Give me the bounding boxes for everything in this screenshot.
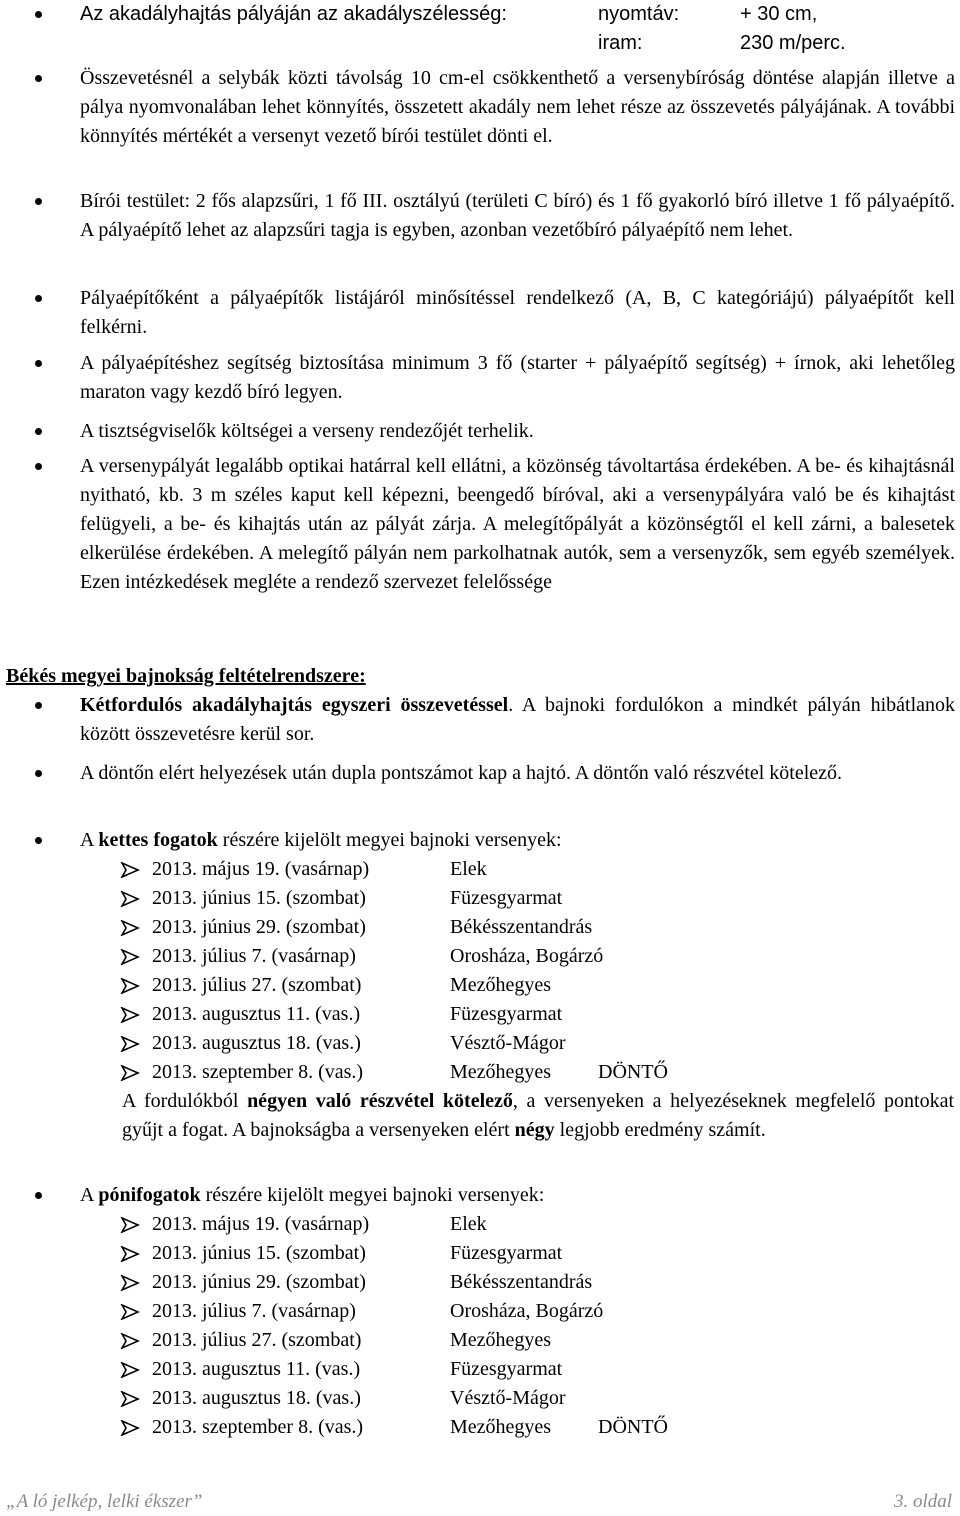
event-date: 2013. május 19. (vasárnap) bbox=[152, 858, 370, 880]
event-place: Elek bbox=[450, 1213, 487, 1235]
arrowhead-bullet-icon bbox=[120, 1304, 140, 1320]
two-rounds-bold: Kétfordulós akadályhajtás egyszeri összevetéssel bbox=[80, 694, 509, 716]
event-place: Orosháza, Bogárzó bbox=[450, 945, 604, 967]
key-pace: iram: bbox=[598, 32, 643, 54]
key-track: nyomtáv: bbox=[598, 3, 680, 25]
bullet-helpers: A pályaépítéshez segítség biztosítása minimum 3 fő (starter + pályaépítő segítség) + írnok, aki lehetőleg maraton vagy kezdő bíró legyen. bbox=[80, 349, 955, 407]
arrowhead-bullet-icon bbox=[120, 1007, 140, 1023]
pairs-intro-pre: A bbox=[80, 829, 99, 851]
event-place: Mezőhegyes bbox=[450, 1061, 552, 1083]
arrowhead-bullet-icon bbox=[120, 920, 140, 936]
event-date: 2013. augusztus 18. (vas.) bbox=[152, 1032, 361, 1054]
event-place: Orosháza, Bogárzó bbox=[450, 1300, 604, 1322]
event-date: 2013. június 29. (szombat) bbox=[152, 916, 366, 938]
bullet-jury: Bírói testület: 2 fős alapzsűri, 1 fő III. osztályú (területi C bíró) és 1 fő gyakorló bíró illetve 1 fő pályaépítő. A pályaépítő lehet az alapzsűri tagja is egyben, azonban vezetőbíró pályaépítő nem lehet. bbox=[80, 187, 955, 245]
arrowhead-bullet-icon bbox=[120, 1246, 140, 1262]
arrowhead-bullet-icon bbox=[120, 1275, 140, 1291]
event-date: 2013. május 19. (vasárnap) bbox=[152, 1213, 370, 1235]
bullet-arena-safety: A versenypályát legalább optikai határral kell ellátni, a közönség távoltartása érdekében. A be- és kihajtásnál nyitható, kb. 3 m széles kaput kell képezni, beengedő bíróval, aki a versenypályára való be és kihajtást felügyeli, a be- és kihajtás után az pályát zárja. A melegítőpályát a közönségtől el kell zárni, a balesetek elkerülése érdekében. A melegítő pályán nem parkolhatnak autók, sem a versenyzők, sem egyéb személyek. Ezen intézkedések megléte a rendező szervezet felelőssége bbox=[80, 452, 955, 597]
note-bold-2: négy bbox=[514, 1119, 555, 1141]
arrowhead-bullet-icon bbox=[120, 978, 140, 994]
event-date: 2013. július 7. (vasárnap) bbox=[152, 945, 356, 967]
arrowhead-bullet-icon bbox=[120, 1333, 140, 1349]
event-date: 2013. augusztus 11. (vas.) bbox=[152, 1003, 361, 1025]
event-date: 2013. június 29. (szombat) bbox=[152, 1271, 366, 1293]
bullet-track-width bbox=[80, 0, 955, 54]
event-date: 2013. június 15. (szombat) bbox=[152, 887, 366, 909]
event-place: Füzesgyarmat bbox=[450, 887, 563, 909]
event-date: 2013. június 15. (szombat) bbox=[152, 1242, 366, 1264]
arrowhead-bullet-icon bbox=[120, 891, 140, 907]
event-place: Békésszentandrás bbox=[450, 916, 593, 938]
event-date: 2013. július 27. (szombat) bbox=[152, 974, 362, 996]
bullet-costs: A tisztségviselők költségei a verseny rendezőjét terhelik. bbox=[80, 417, 955, 446]
event-date: 2013. július 27. (szombat) bbox=[152, 1329, 362, 1351]
event-place: Mezőhegyes bbox=[450, 1329, 552, 1351]
note-mid: , a versenyeken a helyezéseknek megfelelő pontokat gyűjt a fogat. A bajnokságba a versenyeken elért bbox=[122, 1090, 954, 1141]
event-place: Békésszentandrás bbox=[450, 1271, 593, 1293]
note-pre: A fordulókból bbox=[122, 1090, 248, 1112]
note-bold-1: négyen való részvétel kötelező bbox=[247, 1090, 513, 1112]
bullet-pony-intro bbox=[80, 1181, 955, 1210]
arrowhead-bullet-icon bbox=[120, 1217, 140, 1233]
event-place: Füzesgyarmat bbox=[450, 1242, 563, 1264]
arrowhead-bullet-icon bbox=[120, 1420, 140, 1436]
event-final-label: DÖNTŐ bbox=[598, 1061, 668, 1083]
event-final-label: DÖNTŐ bbox=[598, 1416, 668, 1438]
event-place: Füzesgyarmat bbox=[450, 1003, 563, 1025]
event-place: Mezőhegyes bbox=[450, 1416, 552, 1438]
bullet-jumpoff: Összevetésnél a selybák közti távolság 10 cm-el csökkenthető a versenybíróság döntése alapján illetve a pálya nyomvonalában lehet könnyítés, összetett akadály nem lehet része az összevetés pályájának. A további könnyítés mértékét a versenyt vezető bírói testület dönti el. bbox=[80, 64, 955, 151]
value-pace: 230 m/perc. bbox=[740, 32, 846, 54]
event-date: 2013. augusztus 11. (vas.) bbox=[152, 1358, 361, 1380]
footer-page-number: 3. oldal bbox=[893, 1491, 952, 1512]
event-place: Mezőhegyes bbox=[450, 974, 552, 996]
arrowhead-bullet-icon bbox=[120, 1391, 140, 1407]
bullet-final-points: A döntőn elért helyezések után dupla pontszámot kap a hajtó. A döntőn való részvétel kötelező. bbox=[80, 759, 955, 788]
track-width-label: Az akadályhajtás pályáján az akadályszélesség: bbox=[80, 3, 507, 25]
track-width-values bbox=[740, 0, 846, 58]
footer-motto: „A ló jelkép, lelki ékszer” bbox=[6, 1491, 203, 1512]
pairs-rules-note bbox=[122, 1087, 954, 1145]
event-date: 2013. augusztus 18. (vas.) bbox=[152, 1387, 361, 1409]
arrowhead-bullet-icon bbox=[120, 949, 140, 965]
bullet-course-builder: Pályaépítőként a pályaépítők listájáról minősítéssel rendelkező (A, B, C kategóriájú) pályaépítőt kell felkérni. bbox=[80, 284, 955, 342]
two-rounds-rest: . A bajnoki fordulókon a mindkét pályán hibátlanok között összevetésre kerül sor. bbox=[80, 694, 955, 745]
arrowhead-bullet-icon bbox=[120, 1036, 140, 1052]
pony-intro-post: részére kijelölt megyei bajnoki versenyek: bbox=[200, 1184, 545, 1206]
pony-intro-pre: A bbox=[80, 1184, 99, 1206]
event-date: 2013. szeptember 8. (vas.) bbox=[152, 1061, 364, 1083]
event-place: Vésztő-Mágor bbox=[450, 1387, 566, 1409]
bullet-pairs-intro bbox=[80, 826, 955, 855]
bullet-two-rounds bbox=[80, 691, 955, 749]
event-place: Füzesgyarmat bbox=[450, 1358, 563, 1380]
event-date: 2013. szeptember 8. (vas.) bbox=[152, 1416, 364, 1438]
arrowhead-bullet-icon bbox=[120, 862, 140, 878]
value-track: + 30 cm, bbox=[740, 3, 818, 25]
arrowhead-bullet-icon bbox=[120, 1362, 140, 1378]
section-heading: Békés megyei bajnokság feltételrendszere: bbox=[6, 665, 366, 687]
note-post: legjobb eredmény számít. bbox=[554, 1119, 766, 1141]
arrowhead-bullet-icon bbox=[120, 1065, 140, 1081]
pairs-intro-bold: kettes fogatok bbox=[98, 829, 218, 851]
event-place: Vésztő-Mágor bbox=[450, 1032, 566, 1054]
event-date: 2013. július 7. (vasárnap) bbox=[152, 1300, 356, 1322]
event-place: Elek bbox=[450, 858, 487, 880]
track-width-keys bbox=[598, 0, 679, 58]
pony-intro-bold: pónifogatok bbox=[98, 1184, 201, 1206]
pairs-intro-post: részére kijelölt megyei bajnoki versenyek: bbox=[217, 829, 562, 851]
